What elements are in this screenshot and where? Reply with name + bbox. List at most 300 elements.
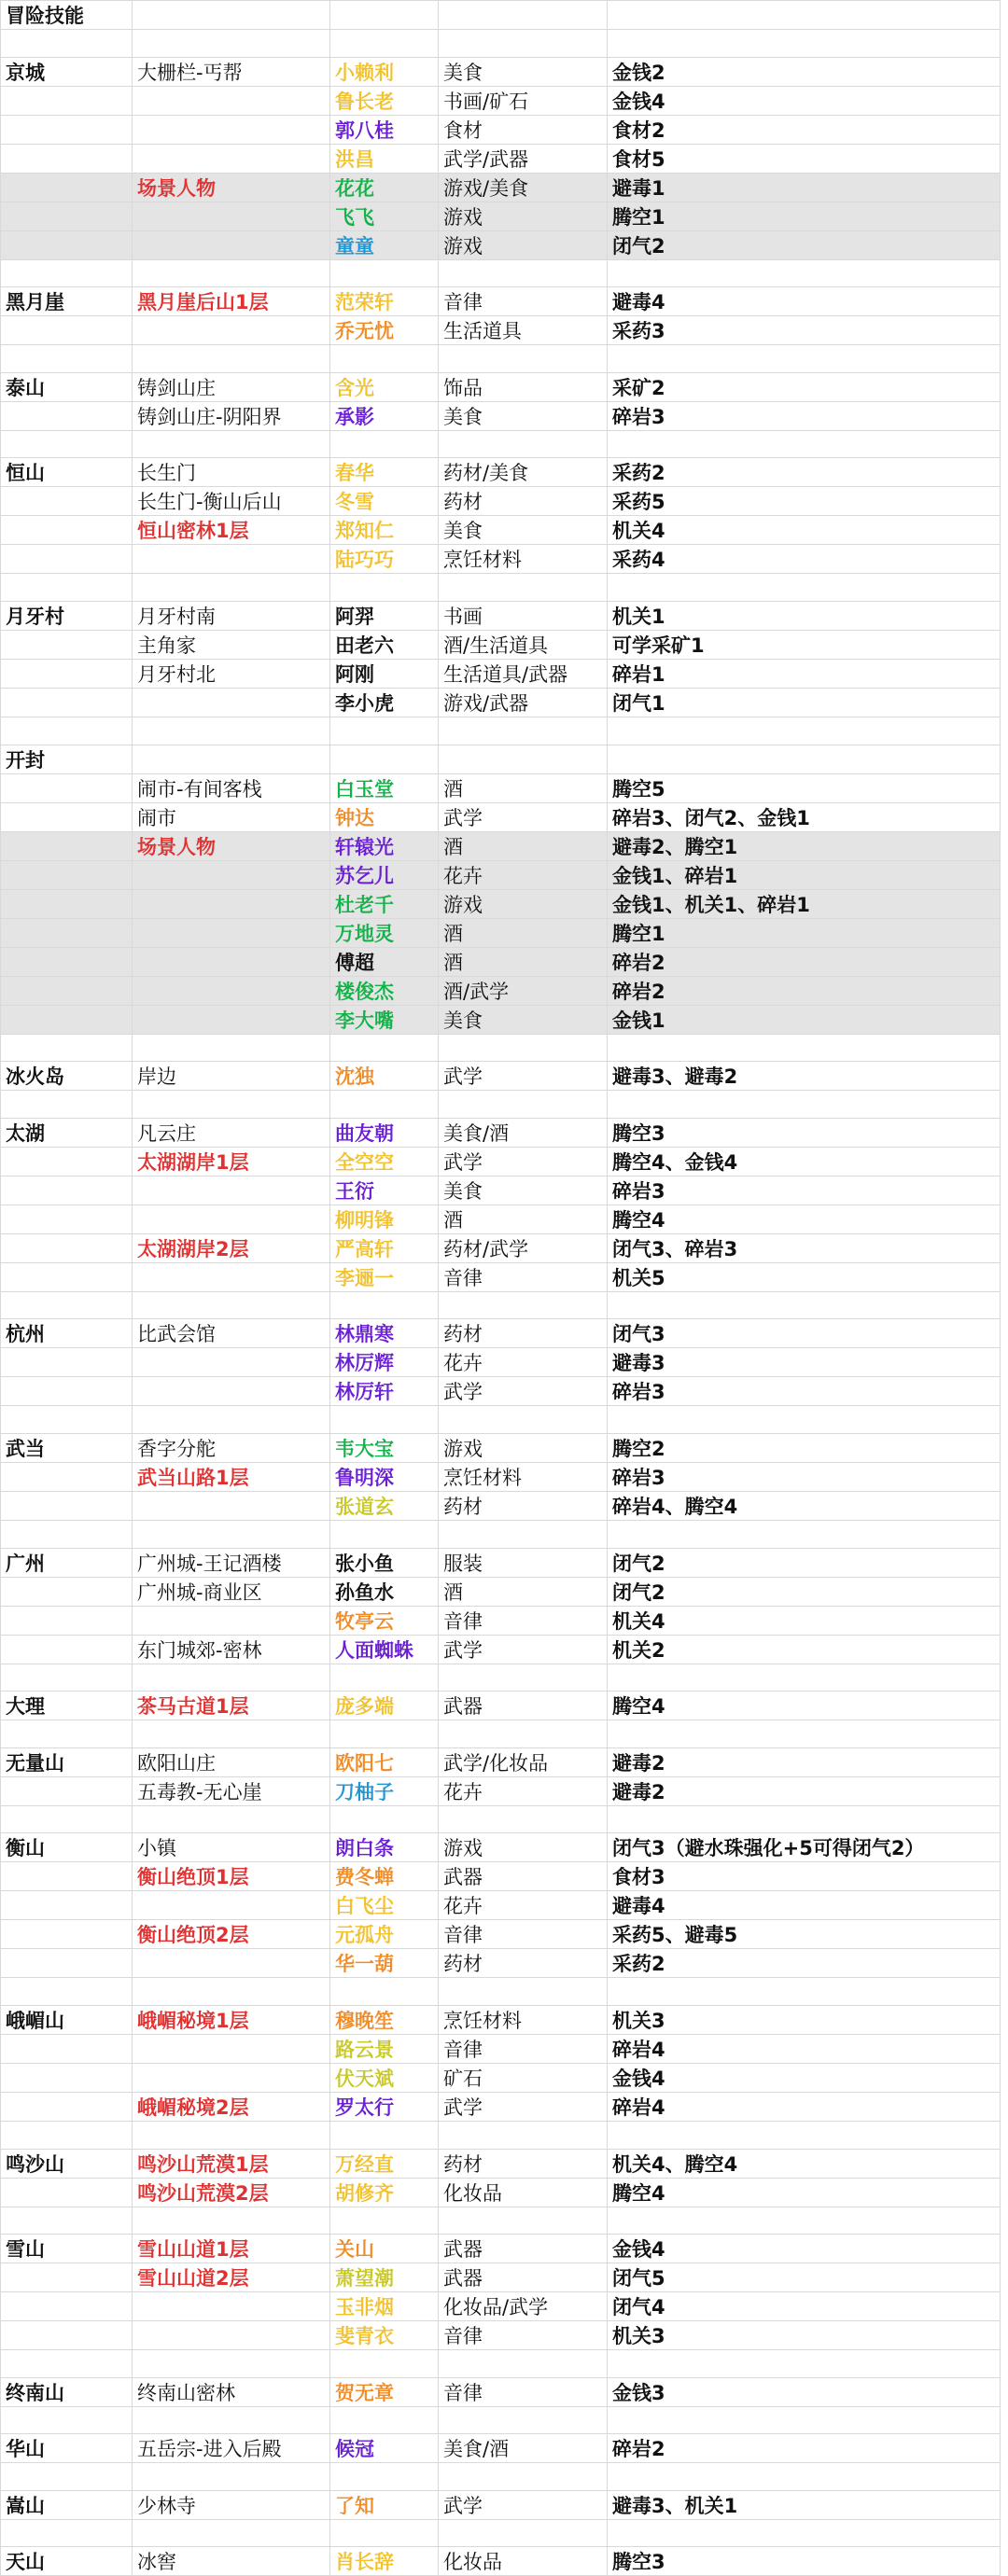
empty-cell[interactable] [1, 1406, 133, 1434]
city-cell[interactable] [1, 1377, 133, 1406]
loc-cell[interactable] [133, 2321, 330, 2350]
skill-cell[interactable]: 避毒2 [608, 1748, 1001, 1776]
loc-cell[interactable] [133, 2292, 330, 2321]
skill-cell[interactable]: 碎岩3 [608, 1377, 1001, 1406]
city-cell[interactable] [1, 1233, 133, 1262]
item-cell[interactable]: 酒 [439, 1577, 608, 1606]
person-cell[interactable]: 路云景 [330, 2034, 439, 2063]
person-cell[interactable]: 钟达 [330, 802, 439, 831]
person-cell[interactable]: 阿羿 [330, 601, 439, 630]
skill-cell[interactable]: 机关3 [608, 2005, 1001, 2034]
person-cell[interactable]: 沈独 [330, 1062, 439, 1091]
person-cell[interactable]: 范荣轩 [330, 287, 439, 316]
empty-cell[interactable] [608, 2519, 1001, 2547]
skill-cell[interactable]: 闭气4 [608, 2292, 1001, 2321]
skill-cell[interactable]: 机关2 [608, 1635, 1001, 1664]
city-cell[interactable] [1, 773, 133, 802]
skill-cell[interactable]: 机关4 [608, 516, 1001, 545]
loc-cell[interactable]: 茶马古道1层 [133, 1692, 330, 1720]
skill-cell[interactable]: 采药5、避毒5 [608, 1920, 1001, 1949]
skill-cell[interactable]: 腾空5 [608, 773, 1001, 802]
loc-cell[interactable]: 峨嵋秘境2层 [133, 2092, 330, 2121]
item-cell[interactable]: 音律 [439, 2321, 608, 2350]
skill-cell[interactable]: 闭气3、碎岩3 [608, 1233, 1001, 1262]
empty-cell[interactable] [439, 259, 608, 287]
empty-cell[interactable] [133, 1720, 330, 1748]
loc-cell[interactable] [133, 202, 330, 230]
empty-cell[interactable] [608, 1091, 1001, 1119]
empty-cell[interactable] [330, 1978, 439, 2006]
item-cell[interactable]: 美食 [439, 57, 608, 86]
person-cell[interactable]: 乔无忧 [330, 316, 439, 345]
empty-cell[interactable] [330, 1034, 439, 1062]
city-cell[interactable] [1, 1891, 133, 1920]
loc-cell[interactable]: 衡山绝顶2层 [133, 1920, 330, 1949]
skill-cell[interactable]: 机关1 [608, 601, 1001, 630]
person-cell[interactable]: 苏乞儿 [330, 860, 439, 889]
loc-cell[interactable]: 冰窖 [133, 2547, 330, 2576]
loc-cell[interactable] [133, 745, 330, 773]
person-cell[interactable]: 韦大宝 [330, 1433, 439, 1462]
item-cell[interactable]: 美食 [439, 1176, 608, 1204]
empty-cell[interactable] [439, 30, 608, 58]
item-cell[interactable]: 药材 [439, 1319, 608, 1348]
person-cell[interactable]: 华一葫 [330, 1949, 439, 1978]
item-cell[interactable]: 武器 [439, 1862, 608, 1891]
loc-cell[interactable]: 太湖湖岸2层 [133, 1233, 330, 1262]
empty-cell[interactable] [1, 1664, 133, 1692]
empty-cell[interactable] [439, 2463, 608, 2491]
empty-cell[interactable] [1, 2350, 133, 2378]
empty-cell[interactable] [608, 259, 1001, 287]
skill-cell[interactable] [608, 745, 1001, 773]
item-cell[interactable]: 美食/酒 [439, 2434, 608, 2463]
person-cell[interactable]: 郑知仁 [330, 516, 439, 545]
skill-cell[interactable]: 碎岩1 [608, 659, 1001, 688]
empty-cell[interactable] [133, 1664, 330, 1692]
empty-cell[interactable] [439, 574, 608, 602]
skill-cell[interactable]: 碎岩4 [608, 2092, 1001, 2121]
person-cell[interactable]: 斐青衣 [330, 2321, 439, 2350]
loc-cell[interactable]: 广州城-商业区 [133, 1577, 330, 1606]
city-cell[interactable]: 京城 [1, 57, 133, 86]
loc-cell[interactable] [133, 2063, 330, 2092]
loc-cell[interactable]: 衡山绝顶1层 [133, 1862, 330, 1891]
empty-cell[interactable] [330, 1, 439, 30]
loc-cell[interactable] [133, 1949, 330, 1978]
skill-cell[interactable]: 腾空1 [608, 202, 1001, 230]
person-cell[interactable]: 轩辕光 [330, 831, 439, 860]
skill-cell[interactable]: 采药5 [608, 487, 1001, 516]
person-cell[interactable]: 含光 [330, 372, 439, 401]
city-cell[interactable] [1, 115, 133, 144]
empty-cell[interactable] [330, 2406, 439, 2434]
person-cell[interactable]: 关山 [330, 2235, 439, 2263]
skill-cell[interactable]: 金钱1、碎岩1 [608, 860, 1001, 889]
loc-cell[interactable]: 黑月崖后山1层 [133, 287, 330, 316]
loc-cell[interactable]: 香字分舵 [133, 1433, 330, 1462]
skill-cell[interactable]: 碎岩3 [608, 401, 1001, 430]
item-cell[interactable]: 美食/酒 [439, 1118, 608, 1147]
person-cell[interactable]: 费冬蝉 [330, 1862, 439, 1891]
city-cell[interactable]: 太湖 [1, 1118, 133, 1147]
item-cell[interactable]: 酒 [439, 773, 608, 802]
skill-cell[interactable]: 采药2 [608, 1949, 1001, 1978]
skill-cell[interactable]: 碎岩2 [608, 2434, 1001, 2463]
empty-cell[interactable] [439, 1720, 608, 1748]
empty-cell[interactable] [1, 1978, 133, 2006]
empty-cell[interactable] [133, 574, 330, 602]
city-cell[interactable] [1, 688, 133, 717]
loc-cell[interactable] [133, 1606, 330, 1635]
item-cell[interactable]: 音律 [439, 2034, 608, 2063]
loc-cell[interactable]: 峨嵋秘境1层 [133, 2005, 330, 2034]
person-cell[interactable]: 曲友朝 [330, 1118, 439, 1147]
city-cell[interactable] [1, 1920, 133, 1949]
skill-cell[interactable]: 避毒3、避毒2 [608, 1062, 1001, 1091]
city-cell[interactable]: 嵩山 [1, 2490, 133, 2519]
city-cell[interactable] [1, 860, 133, 889]
loc-cell[interactable]: 长生门 [133, 458, 330, 487]
item-cell[interactable]: 武器 [439, 1692, 608, 1720]
item-cell[interactable]: 游戏/武器 [439, 688, 608, 717]
empty-cell[interactable] [1, 345, 133, 373]
city-cell[interactable] [1, 316, 133, 345]
loc-cell[interactable] [133, 1891, 330, 1920]
empty-cell[interactable] [608, 30, 1001, 58]
city-cell[interactable] [1, 2063, 133, 2092]
person-cell[interactable]: 贺无章 [330, 2377, 439, 2406]
empty-cell[interactable] [439, 1664, 608, 1692]
empty-cell[interactable] [608, 1720, 1001, 1748]
empty-cell[interactable] [133, 2406, 330, 2434]
city-cell[interactable] [1, 1147, 133, 1176]
item-cell[interactable]: 药材 [439, 2149, 608, 2178]
item-cell[interactable]: 游戏 [439, 889, 608, 918]
loc-cell[interactable]: 岸边 [133, 1062, 330, 1091]
person-cell[interactable]: 鲁长老 [330, 86, 439, 115]
person-cell[interactable]: 飞飞 [330, 202, 439, 230]
empty-cell[interactable] [439, 717, 608, 745]
loc-cell[interactable] [133, 1348, 330, 1377]
loc-cell[interactable] [133, 1005, 330, 1034]
empty-cell[interactable] [439, 430, 608, 458]
person-cell[interactable]: 张小鱼 [330, 1548, 439, 1577]
person-cell[interactable]: 元孤舟 [330, 1920, 439, 1949]
city-cell[interactable] [1, 2263, 133, 2292]
empty-cell[interactable] [133, 717, 330, 745]
skill-cell[interactable]: 采药2 [608, 458, 1001, 487]
person-cell[interactable]: 候冠 [330, 2434, 439, 2463]
empty-cell[interactable] [439, 2519, 608, 2547]
skill-cell[interactable]: 金钱4 [608, 2063, 1001, 2092]
person-cell[interactable]: 人面蜘蛛 [330, 1635, 439, 1664]
person-cell[interactable]: 朗白条 [330, 1833, 439, 1862]
loc-cell[interactable] [133, 1204, 330, 1233]
loc-cell[interactable]: 主角家 [133, 630, 330, 659]
skill-cell[interactable]: 可学采矿1 [608, 630, 1001, 659]
city-cell[interactable] [1, 659, 133, 688]
item-cell[interactable]: 生活道具 [439, 316, 608, 345]
empty-cell[interactable] [439, 1034, 608, 1062]
person-cell[interactable]: 牧亭云 [330, 1606, 439, 1635]
empty-cell[interactable] [330, 574, 439, 602]
person-cell[interactable]: 白玉堂 [330, 773, 439, 802]
item-cell[interactable]: 化妆品 [439, 2178, 608, 2207]
person-cell[interactable]: 承影 [330, 401, 439, 430]
city-cell[interactable] [1, 831, 133, 860]
empty-cell[interactable] [439, 345, 608, 373]
person-cell[interactable]: 陆巧巧 [330, 545, 439, 574]
empty-cell[interactable] [608, 574, 1001, 602]
loc-cell[interactable] [133, 1262, 330, 1291]
empty-cell[interactable] [608, 1664, 1001, 1692]
loc-cell[interactable] [133, 918, 330, 947]
empty-cell[interactable] [133, 2463, 330, 2491]
city-cell[interactable] [1, 1606, 133, 1635]
skill-cell[interactable]: 闭气3（避水珠强化+5可得闭气2） [608, 1833, 1001, 1862]
city-cell[interactable] [1, 1262, 133, 1291]
item-cell[interactable]: 饰品 [439, 372, 608, 401]
empty-cell[interactable] [1, 574, 133, 602]
empty-cell[interactable] [608, 717, 1001, 745]
empty-cell[interactable] [1, 2463, 133, 2491]
empty-cell[interactable] [330, 2519, 439, 2547]
item-cell[interactable]: 花卉 [439, 1891, 608, 1920]
skill-cell[interactable]: 避毒2 [608, 1776, 1001, 1805]
city-cell[interactable]: 泰山 [1, 372, 133, 401]
skill-cell[interactable]: 避毒3、机关1 [608, 2490, 1001, 2519]
empty-cell[interactable] [608, 2350, 1001, 2378]
person-cell[interactable]: 花花 [330, 173, 439, 202]
item-cell[interactable]: 武学 [439, 1635, 608, 1664]
item-cell[interactable]: 武器 [439, 2263, 608, 2292]
skill-cell[interactable]: 金钱4 [608, 86, 1001, 115]
city-cell[interactable] [1, 2292, 133, 2321]
skill-cell[interactable]: 机关5 [608, 1262, 1001, 1291]
person-cell[interactable]: 洪昌 [330, 144, 439, 173]
city-cell[interactable] [1, 545, 133, 574]
item-cell[interactable]: 武学 [439, 2092, 608, 2121]
empty-cell[interactable] [608, 2121, 1001, 2149]
empty-cell[interactable] [133, 2350, 330, 2378]
city-cell[interactable] [1, 202, 133, 230]
skill-cell[interactable]: 腾空3 [608, 2547, 1001, 2576]
city-cell[interactable] [1, 1005, 133, 1034]
city-cell[interactable]: 杭州 [1, 1319, 133, 1348]
item-cell[interactable]: 音律 [439, 1920, 608, 1949]
empty-cell[interactable] [330, 2121, 439, 2149]
item-cell[interactable]: 音律 [439, 287, 608, 316]
loc-cell[interactable]: 闹市-有间客栈 [133, 773, 330, 802]
person-cell[interactable]: 了知 [330, 2490, 439, 2519]
person-cell[interactable]: 孙鱼水 [330, 1577, 439, 1606]
empty-cell[interactable] [133, 1805, 330, 1833]
skill-cell[interactable]: 采药4 [608, 545, 1001, 574]
sheet-title-cell[interactable]: 冒险技能 [1, 1, 133, 30]
person-cell[interactable]: 傅超 [330, 947, 439, 976]
person-cell[interactable]: 肖长辞 [330, 2547, 439, 2576]
skill-cell[interactable]: 金钱1 [608, 1005, 1001, 1034]
skill-cell[interactable]: 腾空4、金钱4 [608, 1147, 1001, 1176]
empty-cell[interactable] [133, 30, 330, 58]
item-cell[interactable]: 音律 [439, 2377, 608, 2406]
city-cell[interactable]: 华山 [1, 2434, 133, 2463]
city-cell[interactable] [1, 401, 133, 430]
city-cell[interactable] [1, 1949, 133, 1978]
empty-cell[interactable] [133, 1034, 330, 1062]
loc-cell[interactable]: 终南山密林 [133, 2377, 330, 2406]
empty-cell[interactable] [608, 1034, 1001, 1062]
city-cell[interactable] [1, 976, 133, 1005]
loc-cell[interactable]: 欧阳山庄 [133, 1748, 330, 1776]
empty-cell[interactable] [608, 1406, 1001, 1434]
item-cell[interactable]: 酒 [439, 947, 608, 976]
empty-cell[interactable] [439, 1291, 608, 1319]
empty-cell[interactable] [133, 1291, 330, 1319]
empty-cell[interactable] [330, 1291, 439, 1319]
person-cell[interactable]: 萧望潮 [330, 2263, 439, 2292]
loc-cell[interactable]: 雪山山道1层 [133, 2235, 330, 2263]
loc-cell[interactable]: 恒山密林1层 [133, 516, 330, 545]
empty-cell[interactable] [1, 2519, 133, 2547]
empty-cell[interactable] [133, 430, 330, 458]
person-cell[interactable]: 林厉辉 [330, 1348, 439, 1377]
city-cell[interactable] [1, 1776, 133, 1805]
city-cell[interactable]: 衡山 [1, 1833, 133, 1862]
item-cell[interactable]: 音律 [439, 1262, 608, 1291]
person-cell[interactable]: 杜老千 [330, 889, 439, 918]
empty-cell[interactable] [330, 30, 439, 58]
person-cell[interactable]: 万地灵 [330, 918, 439, 947]
person-cell[interactable]: 林鼎寒 [330, 1319, 439, 1348]
empty-cell[interactable] [330, 1805, 439, 1833]
skill-cell[interactable]: 腾空4 [608, 2178, 1001, 2207]
city-cell[interactable] [1, 86, 133, 115]
person-cell[interactable]: 白飞尘 [330, 1891, 439, 1920]
loc-cell[interactable]: 广州城-王记酒楼 [133, 1548, 330, 1577]
city-cell[interactable]: 无量山 [1, 1748, 133, 1776]
empty-cell[interactable] [330, 2350, 439, 2378]
skill-cell[interactable]: 碎岩3、闭气2、金钱1 [608, 802, 1001, 831]
loc-cell[interactable] [133, 688, 330, 717]
item-cell[interactable]: 花卉 [439, 1348, 608, 1377]
empty-cell[interactable] [608, 1, 1001, 30]
empty-cell[interactable] [330, 345, 439, 373]
person-cell[interactable]: 刀柚子 [330, 1776, 439, 1805]
item-cell[interactable]: 美食 [439, 516, 608, 545]
item-cell[interactable]: 药材/武学 [439, 1233, 608, 1262]
loc-cell[interactable] [133, 976, 330, 1005]
item-cell[interactable]: 游戏 [439, 1833, 608, 1862]
empty-cell[interactable] [439, 2207, 608, 2235]
empty-cell[interactable] [330, 2207, 439, 2235]
city-cell[interactable]: 雪山 [1, 2235, 133, 2263]
empty-cell[interactable] [1, 1805, 133, 1833]
empty-cell[interactable] [439, 1091, 608, 1119]
person-cell[interactable]: 严高轩 [330, 1233, 439, 1262]
empty-cell[interactable] [1, 30, 133, 58]
loc-cell[interactable]: 月牙村北 [133, 659, 330, 688]
skill-cell[interactable]: 采药3 [608, 316, 1001, 345]
person-cell[interactable]: 柳明锋 [330, 1204, 439, 1233]
skill-cell[interactable]: 避毒2、腾空1 [608, 831, 1001, 860]
loc-cell[interactable] [133, 1377, 330, 1406]
loc-cell[interactable]: 凡云庄 [133, 1118, 330, 1147]
loc-cell[interactable]: 五毒教-无心崖 [133, 1776, 330, 1805]
person-cell[interactable]: 胡修齐 [330, 2178, 439, 2207]
city-cell[interactable]: 武当 [1, 1433, 133, 1462]
empty-cell[interactable] [330, 1664, 439, 1692]
item-cell[interactable]: 食材 [439, 115, 608, 144]
empty-cell[interactable] [439, 1406, 608, 1434]
empty-cell[interactable] [1, 1291, 133, 1319]
empty-cell[interactable] [330, 1520, 439, 1548]
item-cell[interactable]: 书画 [439, 601, 608, 630]
item-cell[interactable]: 酒 [439, 831, 608, 860]
skill-cell[interactable]: 金钱2 [608, 57, 1001, 86]
item-cell[interactable]: 化妆品/武学 [439, 2292, 608, 2321]
city-cell[interactable] [1, 2092, 133, 2121]
skill-cell[interactable]: 避毒1 [608, 173, 1001, 202]
person-cell[interactable]: 阿刚 [330, 659, 439, 688]
skill-cell[interactable]: 采矿2 [608, 372, 1001, 401]
city-cell[interactable]: 终南山 [1, 2377, 133, 2406]
empty-cell[interactable] [133, 1406, 330, 1434]
city-cell[interactable] [1, 173, 133, 202]
person-cell[interactable]: 鲁明深 [330, 1462, 439, 1491]
empty-cell[interactable] [608, 1291, 1001, 1319]
loc-cell[interactable]: 鸣沙山荒漠2层 [133, 2178, 330, 2207]
item-cell[interactable]: 酒 [439, 1204, 608, 1233]
empty-cell[interactable] [133, 1978, 330, 2006]
person-cell[interactable]: 张道玄 [330, 1491, 439, 1520]
city-cell[interactable]: 冰火岛 [1, 1062, 133, 1091]
skill-cell[interactable]: 碎岩3 [608, 1176, 1001, 1204]
skill-cell[interactable]: 闭气1 [608, 688, 1001, 717]
empty-cell[interactable] [1, 1520, 133, 1548]
skill-cell[interactable]: 碎岩2 [608, 976, 1001, 1005]
skill-cell[interactable]: 避毒4 [608, 287, 1001, 316]
item-cell[interactable]: 书画/矿石 [439, 86, 608, 115]
item-cell[interactable]: 酒 [439, 918, 608, 947]
person-cell[interactable]: 全空空 [330, 1147, 439, 1176]
loc-cell[interactable]: 铸剑山庄-阴阳界 [133, 401, 330, 430]
city-cell[interactable] [1, 1348, 133, 1377]
empty-cell[interactable] [1, 2207, 133, 2235]
empty-cell[interactable] [1, 1091, 133, 1119]
empty-cell[interactable] [608, 2463, 1001, 2491]
city-cell[interactable] [1, 1176, 133, 1204]
item-cell[interactable]: 武器 [439, 2235, 608, 2263]
skill-cell[interactable]: 碎岩4、腾空4 [608, 1491, 1001, 1520]
empty-cell[interactable] [439, 2121, 608, 2149]
city-cell[interactable]: 开封 [1, 745, 133, 773]
empty-cell[interactable] [330, 2463, 439, 2491]
loc-cell[interactable]: 少林寺 [133, 2490, 330, 2519]
loc-cell[interactable]: 大栅栏-丐帮 [133, 57, 330, 86]
empty-cell[interactable] [608, 2406, 1001, 2434]
skill-cell[interactable]: 闭气2 [608, 1548, 1001, 1577]
item-cell[interactable]: 武学 [439, 1062, 608, 1091]
empty-cell[interactable] [439, 2406, 608, 2434]
skill-cell[interactable]: 机关3 [608, 2321, 1001, 2350]
person-cell[interactable]: 冬雪 [330, 487, 439, 516]
item-cell[interactable]: 药材 [439, 1949, 608, 1978]
skill-cell[interactable]: 腾空3 [608, 1118, 1001, 1147]
item-cell[interactable]: 武学/武器 [439, 144, 608, 173]
item-cell[interactable]: 武学 [439, 1377, 608, 1406]
